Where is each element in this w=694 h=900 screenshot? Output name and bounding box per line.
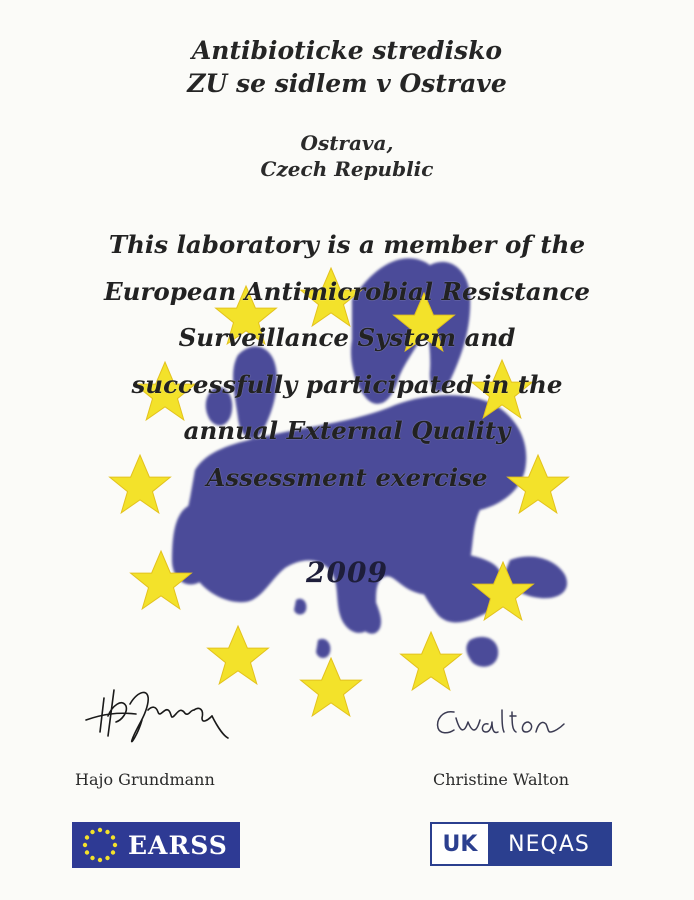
uk-neqas-logo-neqas: NEQAS bbox=[488, 824, 610, 864]
signer-name-walton: Christine Walton bbox=[433, 770, 570, 789]
statement-line: annual External Quality bbox=[183, 416, 511, 445]
eu-star-icon bbox=[401, 632, 462, 690]
location bbox=[0, 130, 694, 182]
location-country: Czech Republic bbox=[260, 157, 434, 181]
uk-neqas-logo bbox=[430, 822, 612, 866]
location-city: Ostrava, bbox=[300, 131, 394, 155]
organization-name bbox=[0, 34, 694, 100]
statement-line: This laboratory is a member of the bbox=[108, 230, 586, 259]
uk-neqas-logo-uk: UK bbox=[432, 824, 488, 864]
organization-line-2: ZU se sidlem v Ostrave bbox=[187, 69, 507, 98]
signature-grundmann bbox=[78, 676, 238, 746]
membership-statement bbox=[70, 222, 624, 501]
eu-star-icon bbox=[301, 658, 362, 716]
statement-line: European Antimicrobial Resistance bbox=[103, 276, 591, 306]
certificate-year: 2009 bbox=[306, 556, 388, 589]
eu-stars-circle-icon bbox=[80, 825, 120, 865]
signer-name-grundmann: Hajo Grundmann bbox=[75, 770, 215, 789]
statement-line: Surveillance System and bbox=[178, 323, 516, 352]
statement-line: successfully participated in the bbox=[131, 369, 563, 399]
earss-logo-text: EARSS bbox=[128, 830, 228, 860]
signature-walton bbox=[432, 702, 582, 742]
organization-line-1: Antibioticke stredisko bbox=[191, 36, 503, 65]
statement-line: Assessment exercise bbox=[206, 462, 488, 492]
earss-logo bbox=[72, 822, 240, 868]
